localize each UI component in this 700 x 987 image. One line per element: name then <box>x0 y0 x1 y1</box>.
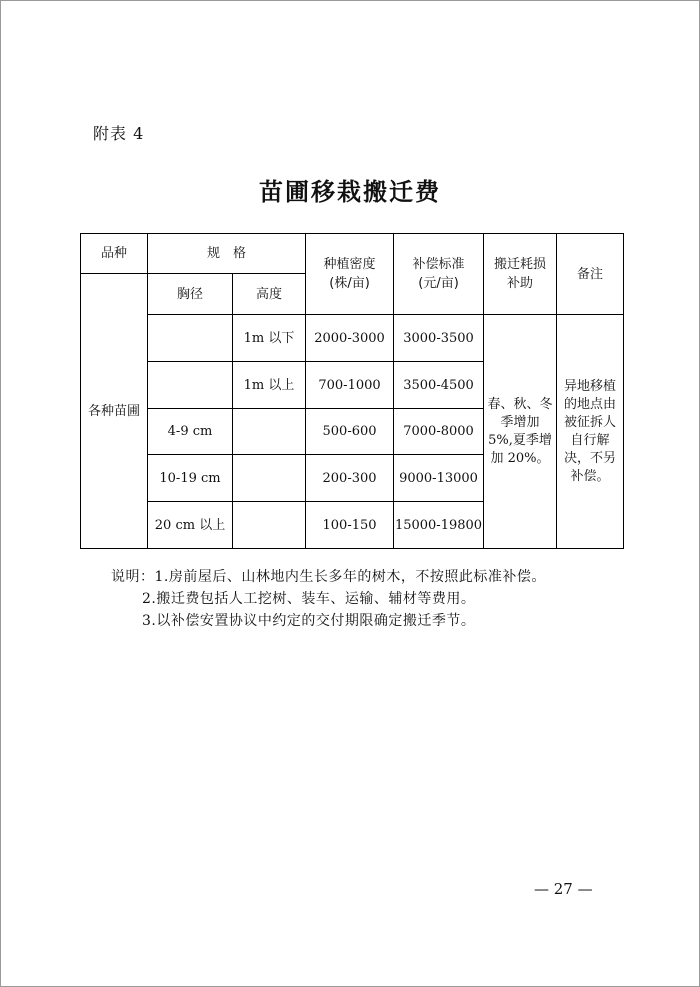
cell-density: 200-300 <box>306 455 394 502</box>
cell-density: 100-150 <box>306 502 394 549</box>
cell-standard: 9000-13000 <box>394 455 484 502</box>
page-number: — 27 — <box>534 880 593 898</box>
cell-density: 2000-3000 <box>306 315 394 362</box>
relocation-note-cell: 春、秋、冬季增加 5%,夏季增加 20%。 <box>484 315 557 549</box>
cell-dbh <box>148 315 233 362</box>
cell-dbh: 4-9 cm <box>148 409 233 455</box>
cell-height <box>233 409 306 455</box>
cell-dbh <box>148 362 233 409</box>
document-title: 苗圃移栽搬迁费 <box>259 177 441 206</box>
note-line <box>111 566 546 588</box>
cell-density: 500-600 <box>306 409 394 455</box>
notes-section <box>111 566 546 632</box>
header-dbh: 胸径 <box>148 274 233 315</box>
note-item: 2.搬迁费包括人工挖树、装车、运输、辅材等费用。 <box>142 591 476 607</box>
cell-dbh: 20 cm 以上 <box>148 502 233 549</box>
cell-height <box>233 502 306 549</box>
header-standard: 补偿标准 (元/亩) <box>394 234 484 315</box>
cell-standard: 3500-4500 <box>394 362 484 409</box>
header-remarks: 备注 <box>557 234 624 315</box>
cell-density: 700-1000 <box>306 362 394 409</box>
note-line <box>111 610 546 632</box>
header-density: 种植密度 (株/亩) <box>306 234 394 315</box>
cell-standard: 15000-19800 <box>394 502 484 549</box>
header-variety: 品种 <box>81 234 148 274</box>
cell-dbh: 10-19 cm <box>148 455 233 502</box>
cell-standard: 7000-8000 <box>394 409 484 455</box>
cell-height <box>233 455 306 502</box>
header-spec: 规 格 <box>148 234 306 274</box>
variety-cell: 各种苗圃 <box>81 274 148 549</box>
notes-prefix: 说明： <box>111 569 155 585</box>
cell-standard: 3000-3500 <box>394 315 484 362</box>
cell-height: 1m 以下 <box>233 315 306 362</box>
note-line <box>111 588 546 610</box>
header-height: 高度 <box>233 274 306 315</box>
relocation-fee-table <box>80 233 624 549</box>
remarks-note-cell: 异地移植的地点由被征拆人自行解决，不另补偿。 <box>557 315 624 549</box>
note-item: 3.以补偿安置协议中约定的交付期限确定搬迁季节。 <box>142 613 476 629</box>
header-relocation: 搬迁耗损 补助 <box>484 234 557 315</box>
note-item: 1.房前屋后、山林地内生长多年的树木，不按照此标准补偿。 <box>154 569 546 585</box>
cell-height: 1m 以上 <box>233 362 306 409</box>
appendix-label: 附表 4 <box>93 124 145 143</box>
